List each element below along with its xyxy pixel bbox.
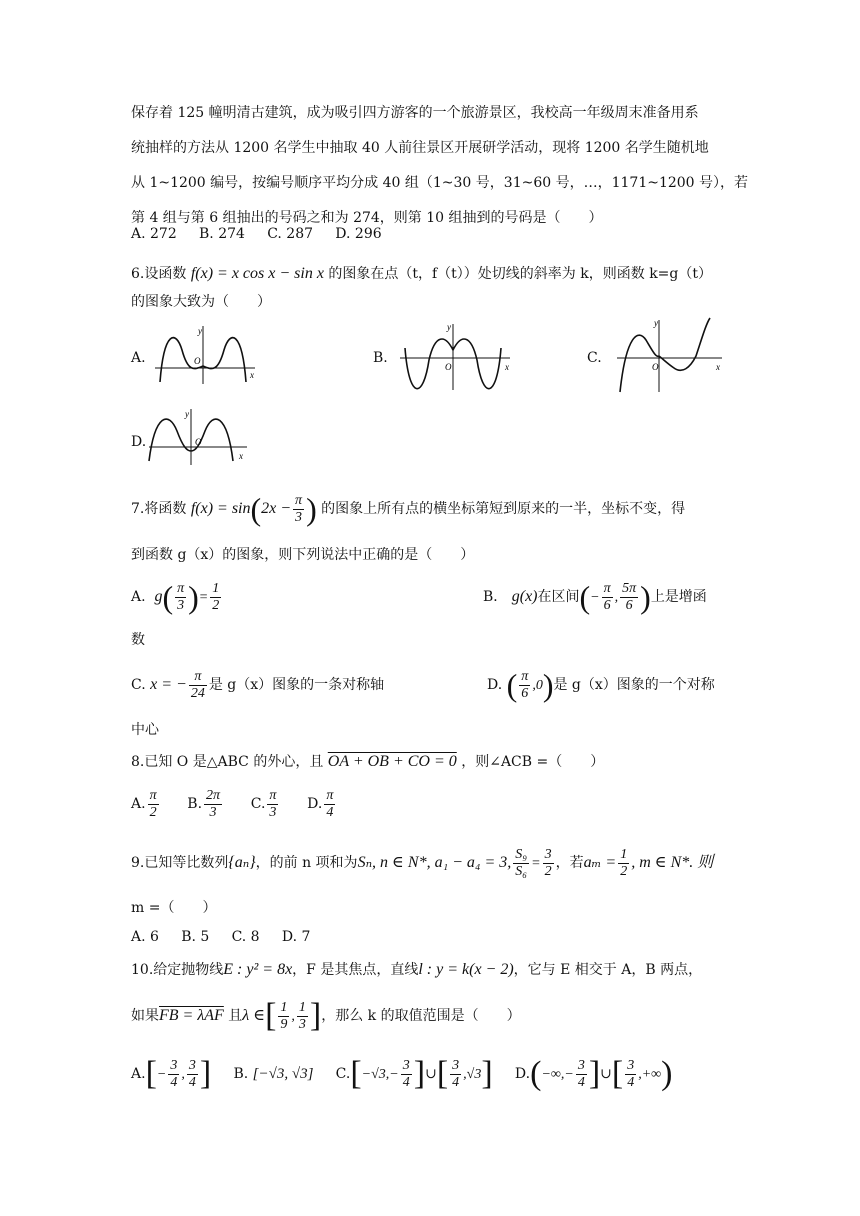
q6-graph-b xyxy=(395,320,515,395)
q7-option-a: A. g( $\frac{\pi}{3}$ )= $\frac{1}{2}$ xyxy=(131,579,220,615)
option-d: D. 296 xyxy=(335,226,382,242)
option-c: C. 287 xyxy=(267,226,314,242)
svg-text:y: y xyxy=(447,322,451,332)
q7-line-2: 到函数 g（x）的图象，则下列说法中正确的是（ ） xyxy=(131,547,475,563)
q6-label-c: C. xyxy=(587,350,602,366)
svg-text:O: O xyxy=(194,356,201,366)
q6-label-a: A. xyxy=(131,350,146,366)
svg-text:x: x xyxy=(250,370,254,380)
intro-line-1: 保存着 125 幢明清古建筑，成为吸引四方游客的一个旅游景区，我校高一年级周末准备用系 xyxy=(131,105,699,121)
svg-text:O: O xyxy=(652,362,659,372)
svg-text:y: y xyxy=(654,318,658,328)
svg-text:O: O xyxy=(195,437,202,447)
q8-vectors: OA + OB + CO = 0 xyxy=(327,753,457,770)
q10-line-1: 10.给定抛物线E : y² = 8x，F 是其焦点，直线l : y = k(x − 2)，它与 E 相交于 A，B 两点， xyxy=(131,961,703,978)
intro-line-4: 第 4 组与第 6 组抽出的号码之和为 274，则第 10 组抽到的号码是（ ） xyxy=(131,210,603,226)
q10-options: A.[− $\frac{3}{4}$ , $\frac{3}{4}$ ] B. [−√3, √3] C.[−√3,− $\frac{3}{4}$ ]∪[ $\frac{3}{4}$ ,√3] D.(−∞,− $\frac{3}{4}$ ]∪[ $\frac{3}{4}$ ,+∞) xyxy=(131,1055,673,1092)
intro-line-2: 统抽样的方法从 1200 名学生中抽取 40 人前往景区开展研学活动，现将 1200 名学生随机地 xyxy=(131,140,709,156)
option-a: A. 272 xyxy=(131,226,177,242)
q7-line-1: 7.将函数 f(x) = sin(2x − $\frac{\pi}{3}$ ) 的图象上所有点的横坐标第短到原来的一半，坐标不变，得 xyxy=(131,491,686,527)
q6-graph-a xyxy=(150,320,260,390)
svg-text:x: x xyxy=(716,362,720,372)
q6-label-b: B. xyxy=(373,350,388,366)
option-b: B. 274 xyxy=(199,226,245,242)
intro-line-3: 从 1~1200 编号，按编号顺序平均分成 40 组（1~30 号，31~60 号，…，1171~1200 号），若 xyxy=(131,175,749,191)
q6-line-2: 的图象大致为（ ） xyxy=(131,294,271,310)
q7-option-d: D. ( $\frac{\pi}{6}$ ,0)是 g（x）图象的一个对称 xyxy=(487,667,715,703)
q6-graph-d xyxy=(145,405,250,470)
q9-options: A. 6 B. 5 C. 8 D. 7 xyxy=(131,929,311,945)
q6-function: f(x) = x cos x − sin x xyxy=(190,265,324,282)
svg-text:O: O xyxy=(445,362,452,372)
q7-option-d-wrap: 中心 xyxy=(131,722,159,738)
q8-options: A. $\frac{\pi}{2}$ B. $\frac{2\pi}{3}$ C. $\frac{\pi}{3}$ D. $\frac{\pi}{4}$ xyxy=(131,787,334,820)
svg-text:y: y xyxy=(198,326,202,336)
svg-text:y: y xyxy=(185,409,189,419)
svg-text:x: x xyxy=(505,362,509,372)
q7-option-c: C. x = − $\frac{\pi}{24}$ 是 g（x）图象的一条对称轴 xyxy=(131,668,385,701)
q6-label-d: D. xyxy=(131,434,147,450)
q6-line-1: 6.设函数 f(x) = x cos x − sin x 的图象在点（t，f（t））处切线的斜率为 k，则函数 k=g（t） xyxy=(131,265,712,282)
svg-text:x: x xyxy=(239,451,243,461)
q9-line-1: 9.已知等比数列{aₙ}，的前 n 项和为Sₙ, n ∈ N*, a₁ − a₄ = 3, $\frac{\text{S₉}}{\text{S₆}}$ = $\frac{3}{2}$ ，若aₘ = $\frac{1}{2}$ , m ∈ N*. 则 xyxy=(131,846,714,879)
q7-option-b-wrap: 数 xyxy=(131,632,145,648)
q9-line-2: m =（ ） xyxy=(131,900,217,916)
q7-option-b: B． g(x)在区间(− $\frac{\pi}{6}$ , $\frac{5\pi}{6}$ )上是增函 xyxy=(483,579,707,615)
q10-line-2: 如果FB = λAF 且λ ∈[ $\frac{1}{9}$ , $\frac{1}{3}$ ]，那么 k 的取值范围是（ ） xyxy=(131,997,521,1034)
q8-line: 8.已知 O 是△ABC 的外心，且 OA + OB + CO = 0 ，则∠ACB =（ ） xyxy=(131,753,605,770)
intro-options xyxy=(131,224,382,244)
q6-graph-c xyxy=(612,316,727,396)
